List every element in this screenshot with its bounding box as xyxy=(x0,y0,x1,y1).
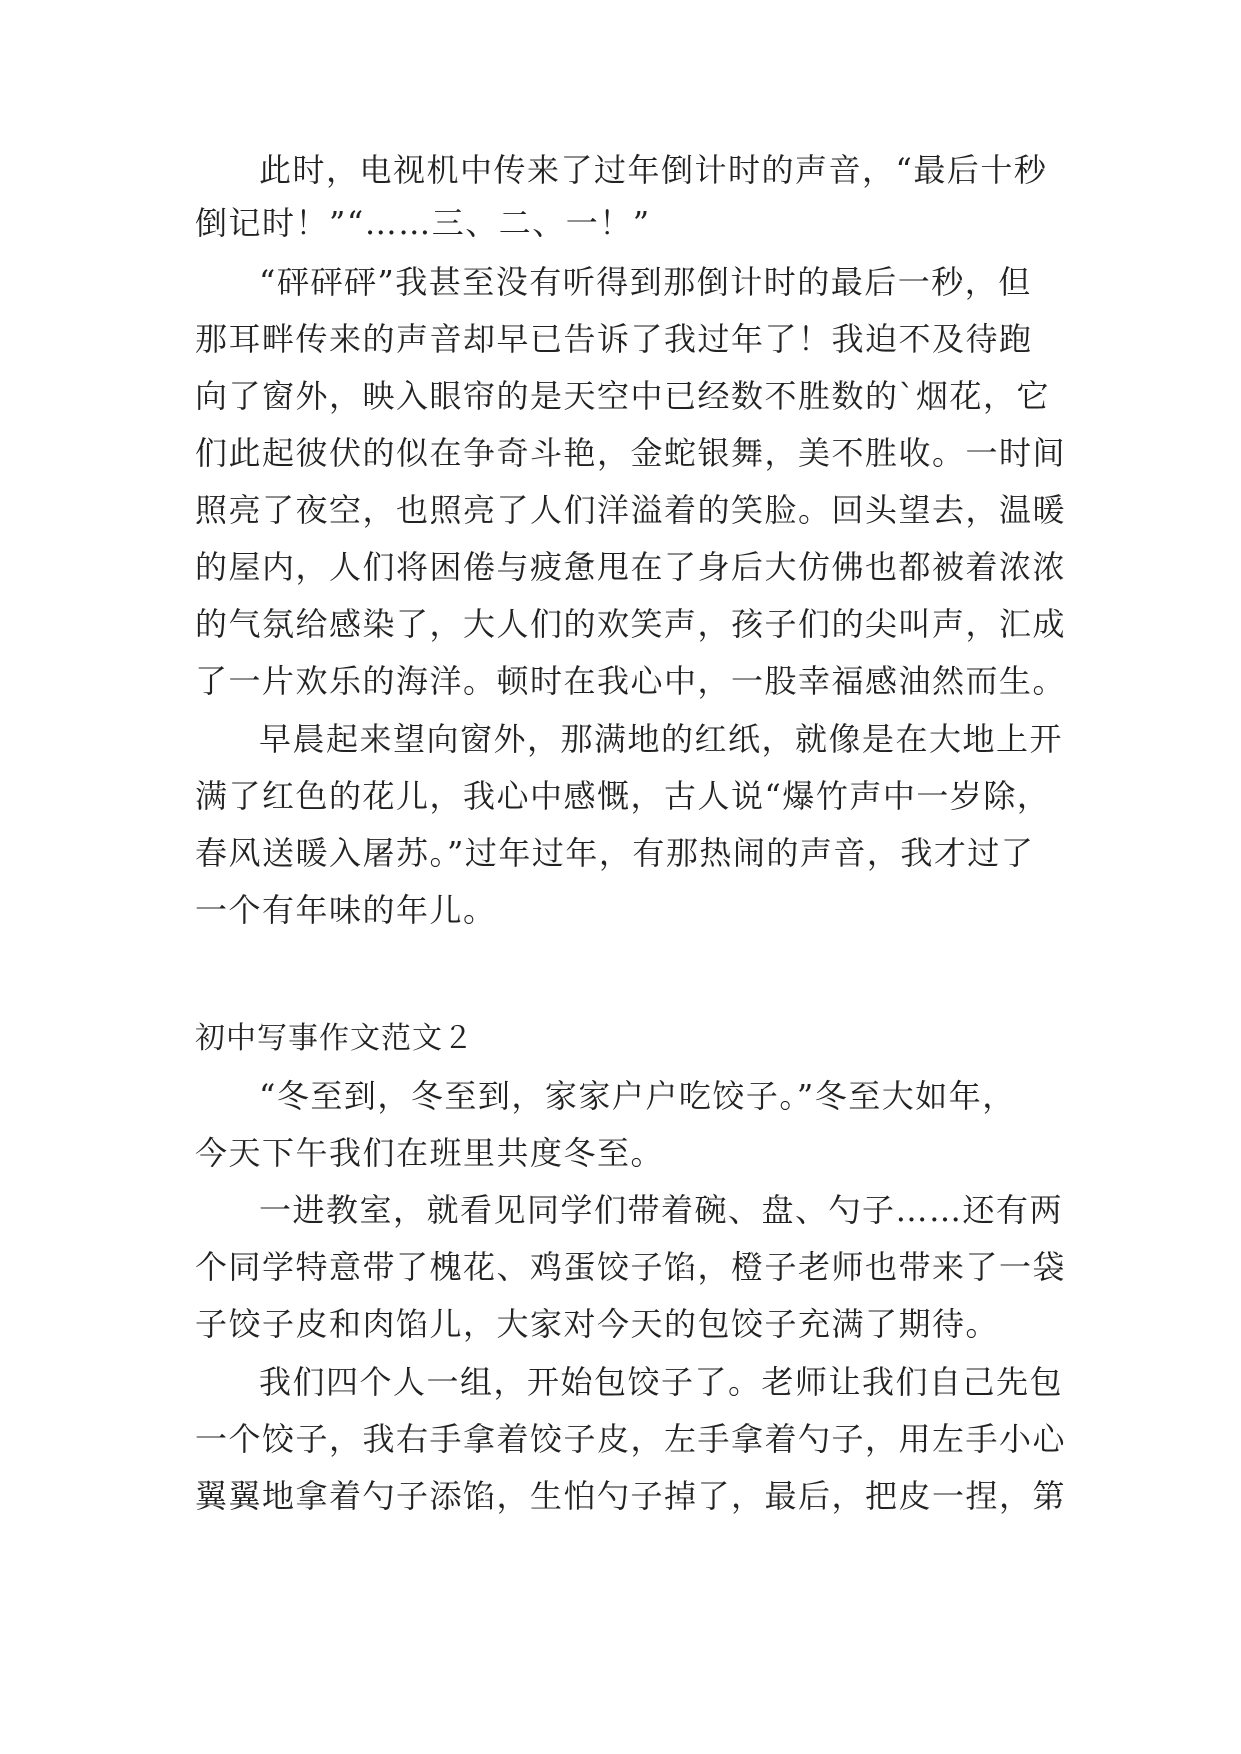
paragraph-line: 早晨起来望向窗外，那满地的红纸，就像是在大地上开 xyxy=(259,720,1064,758)
essay-title: 初中写事作文范文２ xyxy=(195,1021,474,1056)
paragraph-line: 的屋内，人们将困倦与疲惫甩在了身后大仿佛也都被着浓浓 xyxy=(195,548,1067,586)
paragraph-line: 的气氛给感染了，大人们的欢笑声，孩子们的尖叫声，汇成 xyxy=(195,605,1067,643)
paragraph-line: 子饺子皮和肉馅儿，大家对今天的包饺子充满了期待。 xyxy=(195,1305,1000,1343)
paragraph-line: 我们四个人一组，开始包饺子了。老师让我们自己先包 xyxy=(259,1363,1064,1401)
paragraph-line: 一个饺子，我右手拿着饺子皮，左手拿着勺子，用左手小心 xyxy=(195,1420,1067,1458)
paragraph-line: 倒记时！”“……三、二、一！” xyxy=(195,204,651,242)
paragraph-line: “冬至到，冬至到，家家户户吃饺子。”冬至大如年， xyxy=(259,1077,1016,1115)
paragraph-line: 了一片欢乐的海洋。顿时在我心中，一股幸福感油然而生。 xyxy=(195,662,1067,700)
paragraph-line: 翼翼地拿着勺子添馅，生怕勺子掉了，最后，把皮一捏，第 xyxy=(195,1477,1067,1515)
paragraph-line: 们此起彼伏的似在争奇斗艳，金蛇银舞，美不胜收。一时间 xyxy=(195,434,1067,472)
paragraph-line: 满了红色的花儿，我心中感慨，古人说“爆竹声中一岁除， xyxy=(195,777,1051,815)
paragraph-line: 那耳畔传来的声音却早已告诉了我过年了！我迫不及待跑 xyxy=(195,320,1033,358)
paragraph-line: 今天下午我们在班里共度冬至。 xyxy=(195,1134,665,1172)
paragraph-line: 个同学特意带了槐花、鸡蛋饺子馅，橙子老师也带来了一袋 xyxy=(195,1248,1067,1286)
paragraph-line: 照亮了夜空，也照亮了人们洋溢着的笑脸。回头望去，温暖 xyxy=(195,491,1067,529)
paragraph-line: 此时，电视机中传来了过年倒计时的声音，“最后十秒 xyxy=(259,151,1048,189)
paragraph-line: 向了窗外，映入眼帘的是天空中已经数不胜数的`烟花，它 xyxy=(195,377,1051,415)
paragraph-line: “砰砰砰”我甚至没有听得到那倒计时的最后一秒，但 xyxy=(259,263,1032,301)
paragraph-line: 春风送暖入屠苏。”过年过年，有那热闹的声音，我才过了 xyxy=(195,834,1035,872)
paragraph-line: 一个有年味的年儿。 xyxy=(195,891,497,929)
paragraph-line: 一进教室，就看见同学们带着碗、盘、勺子……还有两 xyxy=(259,1191,1064,1229)
